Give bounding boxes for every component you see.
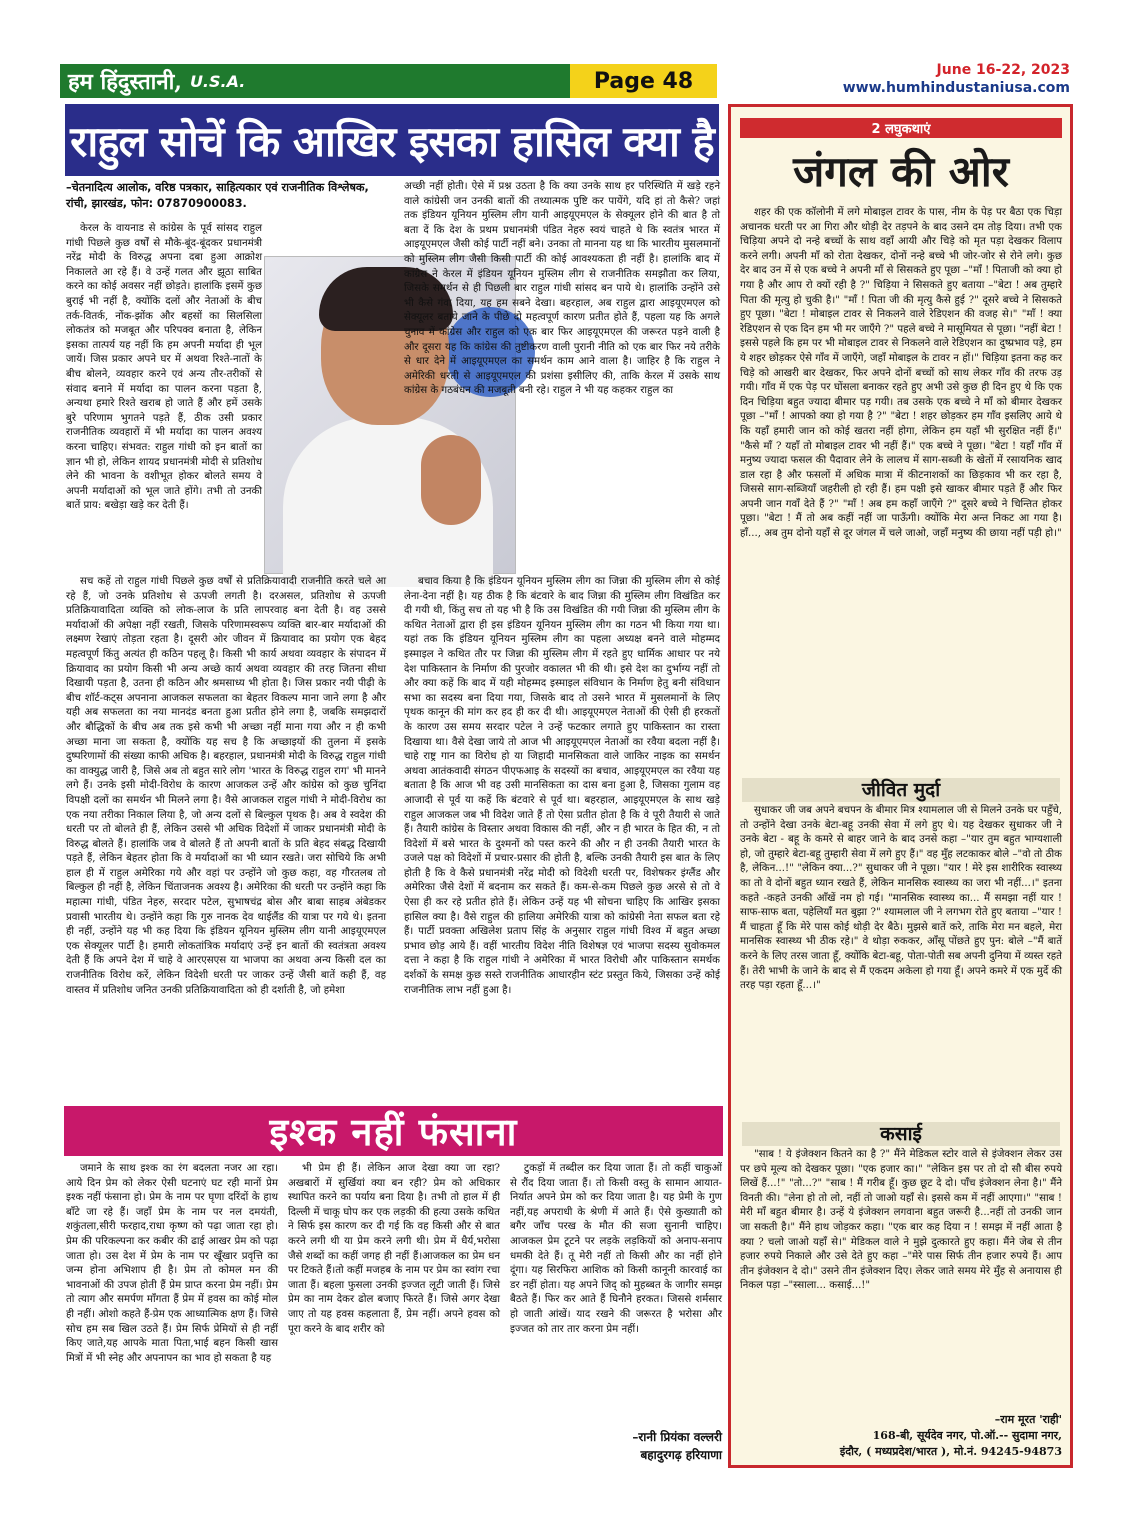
- sidebar-story3: "साब ! ये इंजेक्शन कितने का है ?" मैंने मेडिकल स्टोर वाले से इंजेक्शन लेकर उस पर छपे मूल्य को देखकर पूछा। "एक हजार का।" "लेकिन इस पर तो दो सौ बीस रुपये लिखें हैं...!" "तो...?" "साब ! मैं गरीब हूँ। कुछ छूट दे दो। पाँच इंजेक्शन लेना है।" मैंने विनती की। "लेना हो तो लो, नहीं तो जाओ यहाँ से। इससे कम में नहीं आएगा।" "साब ! मेरी माँ बहुत बीमार है। उन्हें ये इंजेक्शन लगवाना बहुत जरूरी है...नहीं तो उनकी जान जा सकती है।" मैंने हाथ जोड़कर कहा। "एक बार कह दिया न ! समझ में नहीं आता है क्या ? चलो जाओ यहाँ से।" मेडिकल वाले ने मुझे दुत्कारते हुए कहा। मैंने जेब से तीन हजार रुपये निकाले और उसे देते हुए कहा –"मेरे पास सिर्फ तीन हजार रुपये हैं। आप तीन इंजेक्शन दे दो।" उसने तीन इंजेक्शन दिए। लेकर जाते समय मेरे मुँह से अनायास ही निकल पड़ा –"स्साला... कसाई...!": [740, 1149, 1062, 1292]
- article1-col1-top: केरल के वायनाड से कांग्रेस के पूर्व सांसद राहुल गांधी पिछले कुछ वर्षों से मौके-बूंद-बूंदकर प्रधानमंत्री नरेंद्र मोदी के विरुद्ध अपना दबा हुआ आक्रोश निकालते आ रहे हैं। वे उन्हें गलत और झूठा साबित करने का कोई अवसर नहीं छोड़ते। हालांकि इसमें कुछ बुराई भी नहीं है, क्योंकि दलों और नेताओं के बीच तर्क-वितर्क, नोंक-झोंक और बहसों का सिलसिला लोकतंत्र को मजबूत और परिपक्व बनाता है, लेकिन इसका तात्पर्य यह नहीं कि हम अपनी मर्यादा ही भूल जायें। जिस प्रकार अपने घर में अथवा रिश्ते-नातों के बीच बोलने, व्यवहार करने एवं अन्य तौर-तरीकों से संवाद बनाने में मर्यादा का पालन करना पड़ता है, अन्यथा हमारे रिश्ते खराब हो जाते हैं और हमें उसके बुरे परिणाम भुगतने पड़ते हैं, ठीक उसी प्रकार राजनीतिक व्यवहारों में भी मर्यादा का पालन अवश्य करना चाहिए। संभवत: राहुल गांधी को इन बातों का ज्ञान भी हो, लेकिन शायद प्रधानमंत्री मोदी से प्रतिशोध लेने की भावना के वशीभूत होकर बोलते समय वे अपनी मर्यादाओं को भूल जाते होंगे। तभी तो उनकी बातें प्राय: बखेड़ा खड़े कर देती हैं।: [66, 223, 262, 512]
- sidebar-banner: 2 लघुकथाएं: [740, 118, 1062, 138]
- article1-col2-bottom: बचाव किया है कि इंडियन यूनियन मुस्लिम लीग का जिन्ना की मुस्लिम लीग से कोई लेना-देना नहीं है। यह ठीक है कि बंटवारे के बाद जिन्ना की मुस्लिम लीग विखंडित कर दी गयी थी, किंतु सच तो यह भी है कि उस विखंडित की गयी जिन्ना की मुस्लिम लीग के कथित नेताओं द्वारा ही इस इंडियन यूनियन मुस्लिम लीग का गठन भी किया गया था। यहां तक कि इंडियन यूनियन मुस्लिम लीग का पहला अध्यक्ष बनने वाले मोहम्मद इस्माइल ने कथित तौर पर जिन्ना की मुस्लिम लीग में रहते हुए धार्मिक आधार पर नये देश पाकिस्तान के निर्माण की पुरजोर वकालत भी की थी। इसे देश का दुर्भाग्य नहीं तो और क्या कहें कि बाद में यही मोहम्मद इस्माइल संविधान के निर्माण हेतु बनी संविधान सभा का सदस्य बना दिया गया, जिसके बाद तो उसने भारत में मुसलमानों के लिए पृथक कानून की मांग कर हद ही कर दी थी। आइयूएमएल नेताओं की ऐसी ही हरकतों के कारण उस समय सरदार पटेल ने उन्हें फटकार लगाते हुए पाकिस्तान का रास्ता दिखाया था। वैसे देखा जाये तो आज भी आइयूएमएल नेताओं का रवैया बदला नहीं है। चाहे राष्ट्र गान का विरोध हो या जिहादी मानसिकता वाले जाकिर नाइक का समर्थन अथवा आतंकवादी संगठन पीएफआइ के सदस्यों का बचाव, आइयूएमएल का रवैया यह बताता है कि आज भी वह उसी मानसिकता का दास बना हुआ है, जिसका गुलाम वह आजादी से पूर्व या कहें कि बंटवारे से पूर्व था। बहरहाल, आइयूएमएल के साथ खड़े राहुल आजकल जब भी विदेश जाते हैं तो ऐसा प्रतीत होता है कि वे पूरी तैयारी से जाते हैं। तैयारी कांग्रेस के विस्तार अथवा विकास की नहीं, और न ही भारत के हित की, न तो विदेशों में बसे भारत के दुश्मनों को पस्त करने की और न ही उनकी तैयारी भारत के उजले पक्ष को विदेशों में प्रचार-प्रसार की होती है, बल्कि उनकी तैयारी इस बात के लिए होती है कि वे कैसे प्रधानमंत्री नरेंद्र मोदी को विदेशी धरती पर, विशेषकर इंग्लैंड और अमेरिका जैसे देशों में बदनाम कर सकते हैं। कम-से-कम पिछले कुछ अरसे से तो वे ऐसा ही कर रहे प्रतीत होते हैं। लेकिन उन्हें यह भी सोचना चाहिए कि आखिर इसका हासिल क्या है। वैसे राहुल की हालिया अमेरिकी यात्रा को कांग्रेसी नेता सफल बता रहे हैं। पार्टी प्रवक्ता अखिलेश प्रताप सिंह के अनुसार राहुल गांधी विश्व में बहुत अच्छा प्रभाव छोड़ आये हैं। वहीं भारतीय विदेश नीति विशेषज्ञ एवं भाजपा सदस्य सुवोकमल दत्ता ने कहा है कि राहुल गांधी ने अमेरिका में भारत विरोधी और पाकिस्तान समर्थक दर्शकों के समक्ष कुछ सस्ते राजनीतिक आधारहीन स्टंट प्रस्तुत किये, जिसका उन्हें कोई राजनीतिक लाभ नहीं हुआ है।: [404, 576, 720, 996]
- sidebar-story1: शहर की एक कॉलोनी में लगे मोबाइल टावर के पास, नीम के पेड़ पर बैठा एक चिड़ा अचानक धरती पर आ गिरा और थोड़ी देर तड़पने के बाद उसने दम तोड़ दिया। तभी एक चिड़िया अपने दो नन्हे बच्चों के साथ वहाँ आयी और चिड़े को मृत पड़ा देखकर विलाप करने लगी। अपनी माँ को रोता देखकर, दोनों नन्हे बच्चे भी जोर-जोर से रोने लगे। कुछ देर बाद उन में से एक बच्चे ने अपनी माँ से सिसकते हुए पूछा –"माँ ! पिताजी को क्या हो गया है और आप रो क्यों रही है ?" चिड़िया ने सिसकते हुए बताया –"बेटा ! अब तुम्हारे पिता की मृत्यु हो चुकी है।" "माँ ! पिता जी की मृत्यु कैसे हुई ?" दूसरे बच्चे ने सिसकते हुए पूछा। "बेटा ! मोबाइल टावर से निकलने वाले रेडिएशन की वजह से।" "माँ ! क्या रेडिएशन से एक दिन हम भी मर जाएँगे ?" पहले बच्चे ने मासूमियत से पूछा। "नहीं बेटा ! इससे पहले कि हम पर भी मोबाइल टावर से निकलने वाले रेडिएशन का दुष्प्रभाव पड़े, हम ये शहर छोड़कर ऐसे गाँव में जाएँगे, जहाँ मोबाइल के टावर न हों।" चिड़िया इतना कह कर चिड़े को आखरी बार देखकर, फिर अपने दोनों बच्चों को साथ लेकर गाँव की तरफ उड़ गयी। गाँव में एक पेड़ पर घोंसला बनाकर रहते हुए अभी उसे कुछ ही दिन हुए थे कि एक दिन चिड़िया बहुत ज्यादा बीमार पड़ गयी। तब उसके एक बच्चे ने माँ को बीमार देखकर पूछा –"माँ ! आपको क्या हो गया है ?" "बेटा ! शहर छोड़कर हम गाँव इसलिए आये थे कि यहाँ हमारी जान को कोई खतरा नहीं होगा, लेकिन हम यहाँ भी सुरक्षित नहीं हैं।" "कैसे माँ ? यहाँ तो मोबाइल टावर भी नहीं हैं।" एक बच्चे ने पूछा। "बेटा ! यहाँ गाँव में मनुष्य ज्यादा फसल की पैदावार लेने के लालच में साग-सब्जी के खेतों में रसायनिक खाद डाल रहा है और फसलों में अधिक मात्रा में कीटनाशकों का छिड़काव भी कर रहा है, जिससे साग-सब्जियाँ जहरीली हो रही हैं। हम पक्षी इसे खाकर बीमार पड़ते हैं और फिर अपनी जान गवाँ देते हैं ?" "माँ ! अब हम कहाँ जाएँगे ?" दूसरे बच्चे ने चिन्तित होकर पूछा। "बेटा ! मैं तो अब कहीं नहीं जा पाऊँगी। क्योंकि मेरा अन्त निकट आ गया है। हाँ..., अब तुम दोनो यहाँ से दूर जंगल में चले जाओ, जहाँ मनुष्य की छाया नहीं पड़ी हो।": [740, 207, 1062, 540]
- masthead: [60, 64, 717, 98]
- paper-name: हम हिंदुस्तानी, U.S.A.: [60, 64, 570, 98]
- sidebar-address-2: इंदौर, ( मध्यप्रदेश/भारत ), मो.नं. 94245-94873: [839, 1445, 1062, 1458]
- article2-col3: टुकड़ों में तब्दील कर दिया जाता हैं। तो कहीं चाकुओं से रौंद दिया जाता हैं। तो किसी वस्तु के सामान आयात- निर्यात अपने प्रेम को कर दिया जाता है। यह प्रेमी के गुण नहीं,यह अपराधी के श्रेणी में आते हैं। ऐसे कुख्याती को बगैर जाँच परख के मौत की सजा सुनानी चाहिए। आजकल प्रेम टूटने पर लड़के लड़कियों को अनाप-सनाप धमकी देते हैं। तू मेरी नहीं तो किसी और का नहीं होने दूंगा। यह सिरफिरा आशिक को किसी कानूनी कारवाई का डर नहीं होता। यह अपने जिद् को मुहब्बत के जागीर समझ बैठते हैं। फिर कर आते हैं घिनौने हरकत। जिससे शर्मसार हो जाती आंखें। याद रखने की जरूरत है भरोसा और इज्जत को तार तार करना प्रेम नहीं।: [510, 1163, 722, 1335]
- sidebar-address-1: 168-बी, सूर्यदेव नगर, पो.ऑ.-- सुदामा नगर,: [872, 1429, 1062, 1442]
- sidebar-signature: –राम मूरत 'राही': [994, 1413, 1062, 1426]
- sidebar-subhead-2: जीवित मुर्दा: [742, 778, 1060, 802]
- article2-headline: इश्क नहीं फंसाना: [64, 1106, 723, 1156]
- website-link[interactable]: www.humhindustaniusa.com: [842, 80, 1070, 96]
- article1-headline: राहुल सोचें कि आखिर इसका हासिल क्या है: [65, 104, 719, 176]
- article2-author: –रानी प्रियंका वल्लरी: [632, 1430, 722, 1444]
- issue-date: June 16-22, 2023: [936, 62, 1070, 78]
- sidebar-story2: सुधाकर जी जब अपने बचपन के बीमार मित्र श्यामलाल जी से मिलने उनके घर पहुँचे, तो उन्होंने देखा उनके बेटा-बहू उनकी सेवा में लगे हुए थे। यह देखकर सुधाकर जी ने उनके बेटा - बहू के कमरे से बाहर जाने के बाद उनसे कहा –"यार तुम बहुत भाग्यशाली हो, जो तुम्हारे बेटा-बहू तुम्हारी सेवा में लगे हुए हैं।" वह मुँह लटकाकर बोले –"वो तो ठीक है, लेकिन...!" "लेकिन क्या...?" सुधाकर जी ने पूछा। "यार ! मेरे इस शारीरिक स्वास्थ्य का तो वे दोनों बहुत ध्यान रखते हैं, लेकिन मानसिक स्वास्थ्य का जरा भी नहीं...।" इतना कहते -कहते उनकी आँखें नम हो गई। "मानसिक स्वास्थ्य का... मैं समझा नहीं यार ! साफ-साफ बता, पहेलियाँ मत बुझा ?" श्यामलाल जी ने लगभग रोते हुए बताया –"यार ! मैं चाहता हूँ कि मेरे पास कोई थोड़ी देर बैठे। मुझसे बातें करे, ताकि मेरा मन बहले, मेरा मानसिक स्वास्थ्य भी ठीक रहे।" वे थोड़ा रुककर, आँसू पोंछते हुए पुन: बोले –"मैं बातें करने के लिए तरस जाता हूँ, क्योंकि बेटा-बहू, पोता-पोती सब अपनी दुनिया में व्यस्त रहते हैं। तेरी भाभी के जाने के बाद से मैं एकदम अकेला हो गया हूँ। अपने कमरे में एक मुर्दे की तरह पड़ा रहता हूँ...।": [740, 805, 1062, 992]
- sidebar-title: जंगल की ओर: [793, 147, 1009, 196]
- page-label: Page 48: [570, 64, 717, 98]
- sidebar-subhead-3: कसाई: [742, 1122, 1060, 1146]
- article2-col2: भी प्रेम ही हैं। लेकिन आज देखा क्या जा रहा? अखबारों में सुर्खियां क्या बन रही? प्रेम को अधिकार स्थापित करने का पर्याय बना दिया है। तभी तो हाल में ही दिल्ली में चाकू घोप कर एक लड़की की हत्या उसके कथित ने सिर्फ इस कारण कर दी गई कि वह किसी और से बात करने लगी थी या प्रेम करने लगी थी। प्रेम में धैर्य,भरोसा जैसे शब्दों का कहीं जगह ही नहीं हैं।आजकल का प्रेम धन पर टिकते हैं।तो कहीं मजहब के नाम पर प्रेम का स्वांग रचा जाता हैं। बहला फुसला उनकी इज्जत लूटी जाती हैं। जिसे प्रेम का नाम देकर ढोल बजाए फिरते हैं। जिसे अगर देखा जाए तो यह हवस कहलाता हैं, प्रेम नहीं। अपने हवस को पूरा करने के बाद शरीर को: [288, 1163, 500, 1335]
- article1-col2-top-full: अच्छी नहीं होती। ऐसे में प्रश्न उठता है कि क्या उनके साथ हर परिस्थिति में खड़े रहने वाले कांग्रेसी जन उनकी बातों की तथ्यात्मक पुष्टि कर पायेंगे, यदि हां तो कैसे? जहां तक इंडियन यूनियन मुस्लिम लीग यानी आइयूएमएल के सेक्यूलर होने की बात है तो बता दें कि देश के प्रथम प्रधानमंत्री पंडित नेहरु स्वयं चाहते थे कि स्वतंत्र भारत में आइयूएमएल जैसी कोई पार्टी नहीं बने। उनका तो मानना यह था कि भारतीय मुसलमानों को मुस्लिम लीग जैसी किसी पार्टी की कोई आवश्यकता ही नहीं है। हालांकि बाद में कांग्रेस ने केरल में इंडियन यूनियन मुस्लिम लीग से राजनीतिक समझौता कर लिया, जिसके समर्थन से ही पिछली बार राहुल गांधी सांसद बन पाये थे। हालांकि उन्होंने उसे भी कैसे गंवा दिया, यह हम सबने देखा। बहरहाल, अब राहुल द्वारा आइयूएमएल को सेक्यूलर बताये जाने के पीछे दो महत्वपूर्ण कारण प्रतीत होते हैं, पहला यह कि अगले चुनाव में कांग्रेस और राहुल को एक बार फिर आइयूएमएल की जरूरत पड़ने वाली है और दूसरा यह कि कांग्रेस की तुष्टीकरण वाली पुरानी नीति को एक बार फिर नये तरीके से धार देने में आइयूएमएल का समर्थन काम आने वाला है। जाहिर है कि राहुल ने अमेरिकी धरती से आइयूएमएल की प्रशंसा इसीलिए की, ताकि केरल में उसके साथ कांग्रेस के गठबंधन की मजबूती बनी रहे। राहुल ने भी यह कहकर राहुल का: [404, 181, 720, 397]
- article2-author-place: बहादुरगढ़ हरियाणा: [640, 1448, 722, 1462]
- article1-col1-bottom: सच कहें तो राहुल गांधी पिछले कुछ वर्षों से प्रतिक्रियावादी राजनीति करते चले आ रहे हैं, जो उनके प्रतिशोध से ऊपजी लगती है। दरअसल, प्रतिशोध से ऊपजी प्रतिक्रियावादिता व्यक्ति को लोक-लाज के प्रति लापरवाह बना देती है। वह उससे मर्यादाओं की अपेक्षा नहीं रखती, जिसके परिणामस्वरूप व्यक्ति बार-बार मर्यादाओं की लक्ष्मण रेखाएं तोड़ता रहता है। दूसरी ओर जीवन में क्रियावाद का प्रयोग एक बेहद महत्वपूर्ण किंतु अत्यंत ही कठिन पहलू है। किसी भी कार्य अथवा व्यवहार के संपादन में क्रियावाद का प्रयोग किसी भी अन्य अच्छे कार्य अथवा व्यवहार की तरह जितना सीधा दिखायी पड़ता है, उतना ही कठिन और श्रमसाध्य भी होता है। जिस प्रकार नयी पीढ़ी के बीच शॉर्ट-कट्स अपनाना आजकल सफलता का बेहतर विकल्प माना जाने लगा है और यही अब सफलता का नया मानदंड बनता हुआ प्रतीत होने लगा है, जबकि समझदारों और बौद्धिकों के बीच अब तक इसे कभी भी अच्छा नहीं माना गया और न ही कभी अच्छा माना जा सकता है, क्योंकि यह सच है कि अच्छाइयों की तुलना में इसके दुष्परिणामों की संख्या काफी अधिक है। बहरहाल, प्रधानमंत्री मोदी के विरुद्ध राहुल गांधी का वाक्युद्ध जारी है, जिसे अब तो बहुत सारे लोग 'भारत के विरुद्ध राहुल राग' भी मानने लगे हैं। उनके इसी मोदी-विरोध के कारण आजकल उन्हें और कांग्रेस को कुछ चुनिंदा विपक्षी दलों का समर्थन भी मिलने लगा है। वैसे आजकल राहुल गांधी ने मोदी-विरोध का एक नया तरीका निकाल लिया है, जो अन्य दलों से बिल्कुल पृथक है। अब वे स्वदेश की धरती पर तो बोलते ही हैं, लेकिन उससे भी अधिक विदेशों में जाकर प्रधानमंत्री मोदी के विरुद्ध बोलते हैं। हालांकि जब वे बोलते हैं तो अपनी बातों के प्रति बेहद संबद्ध दिखायी पड़ते हैं, लेकिन बेहतर होता कि वे मर्यादाओं का भी ध्यान रखते। जरा सोचिये कि अभी हाल ही में राहुल अमेरिका गये और वहां पर उन्होंने जो कुछ कहा, वह गौरतलब तो बिल्कुल ही नहीं है, लेकिन चिंताजनक अवश्य है। अमेरिका की धरती पर उन्होंने कहा कि महात्मा गांधी, पंडित नेहरु, सरदार पटेल, सुभाषचंद्र बोस और बाबा साहब अंबेडकर प्रवासी भारतीय थे। उन्होंने कहा कि गुरु नानक देव थाईलैंड की यात्रा पर गये थे। इतना ही नहीं, उन्होंने यह भी कह दिया कि इंडियन यूनियन मुस्लिम लीग यानी आइयूएमएल एक सेक्यूलर पार्टी है। हमारी लोकतांत्रिक मर्यादाएं उन्हें इन बातों की स्वतंत्रता अवश्य देती हैं कि अपने देश में चाहे वे आरएसएस या भाजपा का अथवा अन्य किसी दल का राजनीतिक विरोध करें, लेकिन विदेशी धरती पर जाकर उन्हें जैसी बातें कही हैं, वह वास्तव में प्रतिशोध जनित उनकी प्रतिक्रियावादिता को ही दर्शाती है, जो हमेशा: [66, 576, 386, 996]
- article2-col1: जमाने के साथ इश्क का रंग बदलता नजर आ रहा। आये दिन प्रेम को लेकर ऐसी घटनाएं घट रही मानों प्रेम इश्क नहीं फंसाना हो। प्रेम के नाम पर घृणा दरिंदों के हाथ बाँटे जा रहे हैं। जहाँ प्रेम के नाम पर नल दमयंती, शकुंतला,सीरी फरहाद,राधा कृष्ण को पढ़ा जाता रहा हो। प्रेम की परिकल्पना कर कबीर की ढाई आखर प्रेम को पढ़ा जाता हो। उस देश में प्रेम के नाम पर खूँखार प्रवृत्ति का जन्म होना अभिशाप ही है। प्रेम तो कोमल मन की भावनाओं की उपज होती हैं प्रेम प्राप्त करना प्रेम नहीं। प्रेम तो त्याग और समर्पण माँगता हैं प्रेम में हवस का कोई मोल ही नहीं। ओशो कहते हैं-प्रेम एक आध्यात्मिक क्षण हैं। जिसे सोच हम सब खिल उठते हैं। प्रेम सिर्फ प्रेमियों से ही नहीं किए जाते,यह आपके माता पिता,भाई बहन किसी खास मित्रों में भी स्नेह और अपनापन का भाव हो सकता है यह: [66, 1163, 278, 1364]
- article1-byline: –चेतनादित्य आलोक, वरिष्ठ पत्रकार, साहित्यकार एवं राजनीतिक विश्लेषक, रांची, झारखंड, फोन: 07870900083.: [66, 181, 369, 210]
